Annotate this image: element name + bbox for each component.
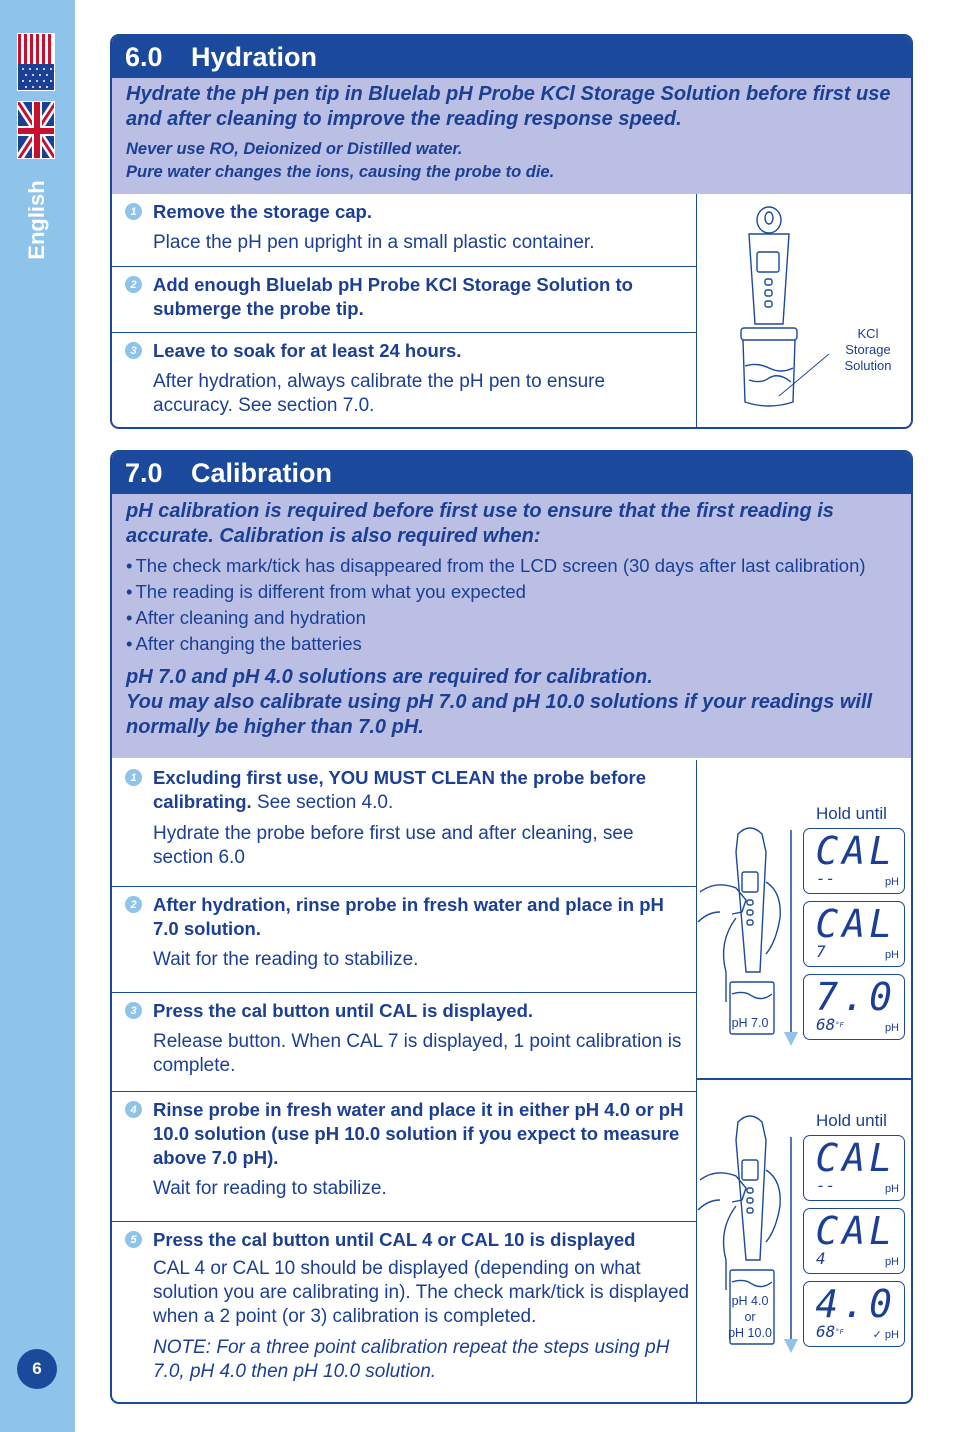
section-heading: 6.0 Hydration xyxy=(112,36,911,78)
arrow-down-icon xyxy=(784,830,798,1050)
kcl-label: KCl Storage Solution xyxy=(844,326,892,373)
step-body: Hydrate the probe before first use and after cleaning, see section 6.0 xyxy=(153,823,634,868)
lcd-display: CAL 4 pH xyxy=(803,1208,905,1274)
calibration-conditions xyxy=(126,553,897,657)
warning-line: Never use RO, Deionized or Distilled water. xyxy=(126,140,463,158)
list-item: • The check mark/tick has disappeared from the LCD screen (30 days after last calibration) xyxy=(126,553,897,579)
hold-until-label: Hold until xyxy=(816,804,887,823)
beaker-label: pH 7.0 xyxy=(731,1016,769,1030)
step-number: 1 xyxy=(125,203,142,220)
step-body: Wait for the reading to stabilize. xyxy=(153,949,419,970)
step-number: 4 xyxy=(125,1101,142,1118)
arrow-down-icon xyxy=(784,1137,798,1357)
solutions-note: pH 7.0 and pH 4.0 solutions are required for calibration. xyxy=(126,666,653,688)
list-item: • After cleaning and hydration xyxy=(126,605,897,631)
step-item xyxy=(112,760,696,886)
step-item xyxy=(112,194,696,266)
hydration-steps xyxy=(112,194,697,427)
lcd-display: 4.0 $68^{^\circ F}$ ✓ pH xyxy=(803,1281,905,1347)
step-number: 2 xyxy=(125,896,142,913)
step-title: Leave to soak for at least 24 hours. xyxy=(153,340,462,361)
section-heading: 7.0 Calibration xyxy=(112,452,911,494)
step-number: 5 xyxy=(125,1231,142,1248)
lcd-display: CAL -- pH xyxy=(803,828,905,894)
step-title: Press the cal button until CAL is displayed. xyxy=(153,1000,534,1021)
step-number: 2 xyxy=(125,276,142,293)
step-number: 1 xyxy=(125,769,142,786)
step-item xyxy=(112,1091,696,1221)
list-item: • After changing the batteries xyxy=(126,631,897,657)
solutions-note: You may also calibrate using pH 7.0 and pH 10.0 solutions if your readings will normally be higher than 7.0 pH. xyxy=(126,691,873,738)
step-body: After hydration, always calibrate the pH pen to ensure accuracy. See section 7.0. xyxy=(153,371,606,416)
step-title: After hydration, rinse probe in fresh water and place in pH 7.0 solution. xyxy=(153,894,664,939)
step-number: 3 xyxy=(125,1002,142,1019)
lcd-display: CAL -- pH xyxy=(803,1135,905,1201)
calibration-steps xyxy=(112,760,697,1402)
lcd-display: 7.0 $68^{^\circ F}$ pH xyxy=(803,974,905,1040)
step-title: Remove the storage cap. xyxy=(153,201,372,222)
calibration-section xyxy=(110,450,913,1404)
step-note: NOTE: For a three point calibration repeat the steps using pH 7.0, pH 4.0 then pH 10.0 solution. xyxy=(153,1337,670,1382)
step-title: Press the cal button until CAL 4 or CAL 10 is displayed xyxy=(153,1229,636,1250)
warning-line: Pure water changes the ions, causing the probe to die. xyxy=(126,163,555,181)
step-title: Add enough Bluelab pH Probe KCl Storage Solution to submerge the probe tip. xyxy=(153,274,633,319)
hydration-lead: Hydrate the pH pen tip in Bluelab pH Probe KCl Storage Solution before first use and after cleaning to improve the reading response speed. xyxy=(126,83,891,130)
lcd-display: CAL 7 pH xyxy=(803,901,905,967)
beaker-label: pH 4.0 or pH 10.0 xyxy=(728,1294,772,1340)
step-title-tail: See section 4.0. xyxy=(251,792,394,813)
step-item xyxy=(112,992,696,1091)
step-body: CAL 4 or CAL 10 should be displayed (depending on what solution you are calibrating in). The check mark/tick is displayed when a 2 point (or 3) calibration is completed. xyxy=(153,1258,690,1327)
divider xyxy=(697,1078,913,1080)
page-number: 6 xyxy=(17,1349,57,1389)
language-label: English xyxy=(24,180,49,260)
pen-in-container-illustration xyxy=(727,204,837,414)
step-body: Wait for reading to stabilize. xyxy=(153,1178,387,1199)
list-item: • The reading is different from what you expected xyxy=(126,579,897,605)
step-title: Rinse probe in fresh water and place it in either pH 4.0 or pH 10.0 solution (use pH 10.0 solution if you expect to measure above 7.0 pH). xyxy=(153,1099,684,1168)
step-item xyxy=(112,332,696,427)
calibration-intro xyxy=(112,494,911,758)
step-item xyxy=(112,886,696,992)
step-body: Release button. When CAL 7 is displayed, 1 point calibration is complete. xyxy=(153,1031,682,1076)
uk-flag-icon xyxy=(17,101,55,159)
step-body: Place the pH pen upright in a small plastic container. xyxy=(153,232,595,253)
hydration-section xyxy=(110,34,913,429)
step-item xyxy=(112,1221,696,1402)
calibration-lead: pH calibration is required before first use to ensure that the first reading is accurate. Calibration is also required when: xyxy=(126,500,834,547)
sidebar xyxy=(0,0,75,1432)
hold-until-label: Hold until xyxy=(816,1111,887,1130)
step-title: Excluding first use, YOU MUST CLEAN the probe before calibrating. xyxy=(153,767,647,812)
step-number: 3 xyxy=(125,342,142,359)
us-flag-icon xyxy=(17,33,55,91)
step-item xyxy=(112,266,696,332)
hydration-intro xyxy=(112,78,911,194)
